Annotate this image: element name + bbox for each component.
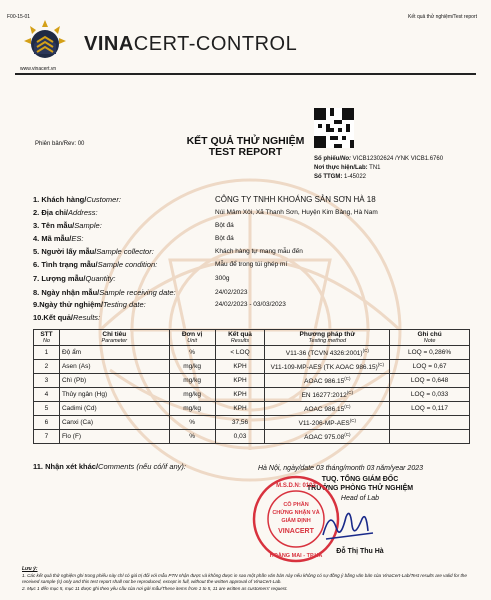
signature-date: Hà Nội, ngày/date 03 tháng/month 03 năm/year 2023 [258,465,423,472]
cell-parameter: Thủy ngân (Hg) [59,388,169,402]
cell-result: 0,03 [215,430,265,444]
col-header-parameter: Chỉ tiêu Parameter [59,330,169,346]
cell-result: KPH [215,374,265,388]
cell-no: 4 [34,388,60,402]
cell-result: KPH [215,388,265,402]
field-quantity-label: 7. Lượng mẫu/Quantity: [33,274,116,283]
cell-unit: mg/kg [169,374,215,388]
cell-no: 7 [34,430,60,444]
field-collector-label: 5. Người lấy mẫu/Sample collector: [33,247,154,256]
cell-note [390,416,470,430]
table-row [34,416,470,430]
cell-no: 1 [34,346,60,360]
stamp-line: CHỨNG NHẬN VÀ [272,510,320,516]
field-quantity-value: 300g [215,275,230,282]
cell-no: 3 [34,374,60,388]
cell-note: LOQ = 0,67 [390,360,470,374]
handwritten-signature [318,505,378,545]
table-row [34,388,470,402]
field-customer-label: 1. Khách hàng/Customer: [33,195,121,204]
cell-unit: mg/kg [169,388,215,402]
cell-method: AOAC $975.08^{(C)}$ [265,430,390,444]
table-row [34,430,470,444]
field-es-label: 4. Mã mẫu/ES: [33,234,84,243]
table-row [34,360,470,374]
col-header-no: STT No [34,330,60,346]
table-header-row [34,330,470,346]
title-en: TEST REPORT [208,146,283,158]
results-table [33,329,470,444]
cell-method: AOAC $986.15^{(C)}$ [265,402,390,416]
cell-unit: % [169,416,215,430]
field-testing-date-value: 24/02/2023 - 03/03/2023 [215,301,286,308]
form-code: F00-15-01 [7,14,31,20]
header-divider [15,73,476,75]
cell-note: LOQ = 0,286% [390,346,470,360]
cell-parameter: Chì (Pb) [59,374,169,388]
vinacert-logo-icon [22,18,68,64]
stamp-top-text: M.S.D.N: 0102 [276,483,316,489]
title-vi: KẾT QUẢ THỬ NGHIỆM [186,135,305,147]
field-condition-label: 6. Tình trạng mẫu/Sample condition: [33,260,158,269]
field-es-value: Bột đá [215,235,234,242]
cell-unit: % [169,430,215,444]
cell-no: 5 [34,402,60,416]
brand-name-rest: CERT-CONTROL [133,33,298,55]
ttgm-number [314,174,366,180]
cell-note: LOQ = 0,033 [390,388,470,402]
cell-method: V11-109-MP-AES (TK AOAC 986.15)$^{(C)}$ [265,360,390,374]
cell-no: 6 [34,416,60,430]
cell-parameter: Độ ẩm [59,346,169,360]
field-results-label: 10.Kết quả/Results: [33,313,101,322]
cell-result: KPH [215,360,265,374]
cell-no: 2 [34,360,60,374]
cell-result: 37,56 [215,416,265,430]
cell-note: LOQ = 0,648 [390,374,470,388]
cell-method: V11-36 (TCVN 4326:2001)$^{(C)}$ [265,346,390,360]
field-sample-label: 3. Tên mẫu/Sample: [33,221,102,230]
report-number-label-en: No: [341,156,351,162]
field-collector-value: Khách hàng tự mang mẫu đến [215,248,303,255]
ttgm-label: Số TTGM: [314,174,343,180]
table-row [34,402,470,416]
cell-unit: % [169,346,215,360]
signature-for-director: TUQ. TỔNG GIÁM ĐỐC [321,476,399,483]
brand-name [84,33,297,56]
website: www.vinacert.vn [20,66,57,72]
signature-head-title-en: Head of Lab [340,495,380,502]
field-testing-date-label: 9.Ngày thử nghiệm/Testing date: [33,300,146,309]
col-header-method: Phương pháp thử Testing method [265,330,390,346]
field-address-value: Núi Mâm Xôi, Xã Thanh Sơn, Huyện Kim Bảng, Hà Nam [215,209,378,216]
field-address-label: 2. Địa chỉ/Address: [33,208,98,217]
lab-label: Nơi thực hiện/Lab: [314,165,368,171]
col-header-note: Ghi chú Note [390,330,470,346]
report-number-value: VICB12302624 /YNK VICB1.6760 [351,156,444,162]
field-receiving-date-label: 8. Ngày nhận mẫu/Sample receiving date: [33,288,176,297]
col-header-unit: Đơn vị Unit [169,330,215,346]
header-doc-type: Kết quả thử nghiệm/Test report [408,14,477,20]
stamp-line: CÔ PHẦN [283,502,309,508]
cell-parameter: Flo (F) [59,430,169,444]
stamp-bottom-text: HOÀNG MAI - TP.HÀ [269,553,323,559]
stamp-line: GIÁM ĐỊNH [281,518,311,524]
notes-title: Lưu ý: [22,566,38,572]
lab-value: TN1 [367,165,381,171]
signature-head-title: TRƯỞNG PHÒNG THỬ NGHIỆM [306,485,414,492]
field-customer-value: CÔNG TY TNHH KHOÁNG SẢN SƠN HÀ 18 [215,195,376,204]
cell-note: LOQ = 0,117 [390,402,470,416]
report-number-label: Số phiếu/ [314,156,341,162]
cell-parameter: Canxi (Ca) [59,416,169,430]
field-condition-value: Mẫu để trong túi ghép mí [215,261,288,268]
field-receiving-date-value: 24/02/2023 [215,289,248,296]
notes-line-2: 2. Mục 1 đến mục 5, mục 11 được ghi theo yêu cầu của nơi gửi mẫu/These items from 1 to 5, 11 are written as customers' request. [22,586,288,591]
col-header-results: Kết quả Results [215,330,265,346]
notes-line-1: 1. Các kết quả thử nghiệm ghi trong phiếu này chỉ có giá trị đối với mẫu PTN nhận được và không được in sao một phần văn bản này nếu không có sự đồng ý bằng văn bản của VinaCert-Lab/Test results are valid for the received sample (s) only and this test report shall not be reproduced, except in full, without the written approval of VinaCert-Lab. [22,573,467,584]
cell-method: EN $16277:2012^{(C)}$ [265,388,390,402]
ttgm-value: 1-45022 [342,174,367,180]
field-sample-value: Bột đá [215,222,234,229]
table-row [34,374,470,388]
cell-result: < LOQ [215,346,265,360]
cell-parameter: Cadimi (Cd) [59,402,169,416]
stamp-line: VINACERT [278,528,314,535]
cell-method: AOAC $986.15^{(C)}$ [265,374,390,388]
cell-unit: mg/kg [169,360,215,374]
report-number [314,156,443,162]
signer-name: Đỗ Thị Thu Hà [336,548,384,555]
cell-method: $V11-206-MP-AES^{(C)}$ [265,416,390,430]
remarks-label: 11. Nhận xét khác/Comments (nếu có/if any): [33,462,186,471]
cell-result: KPH [215,402,265,416]
table-row [34,346,470,360]
cell-note [390,430,470,444]
brand-name-bold: VINA [84,33,134,55]
cell-unit: mg/kg [169,402,215,416]
cell-parameter: Asen (As) [59,360,169,374]
edition: Phiên bản/Rev: 00 [35,141,85,147]
lab-location [314,165,381,171]
